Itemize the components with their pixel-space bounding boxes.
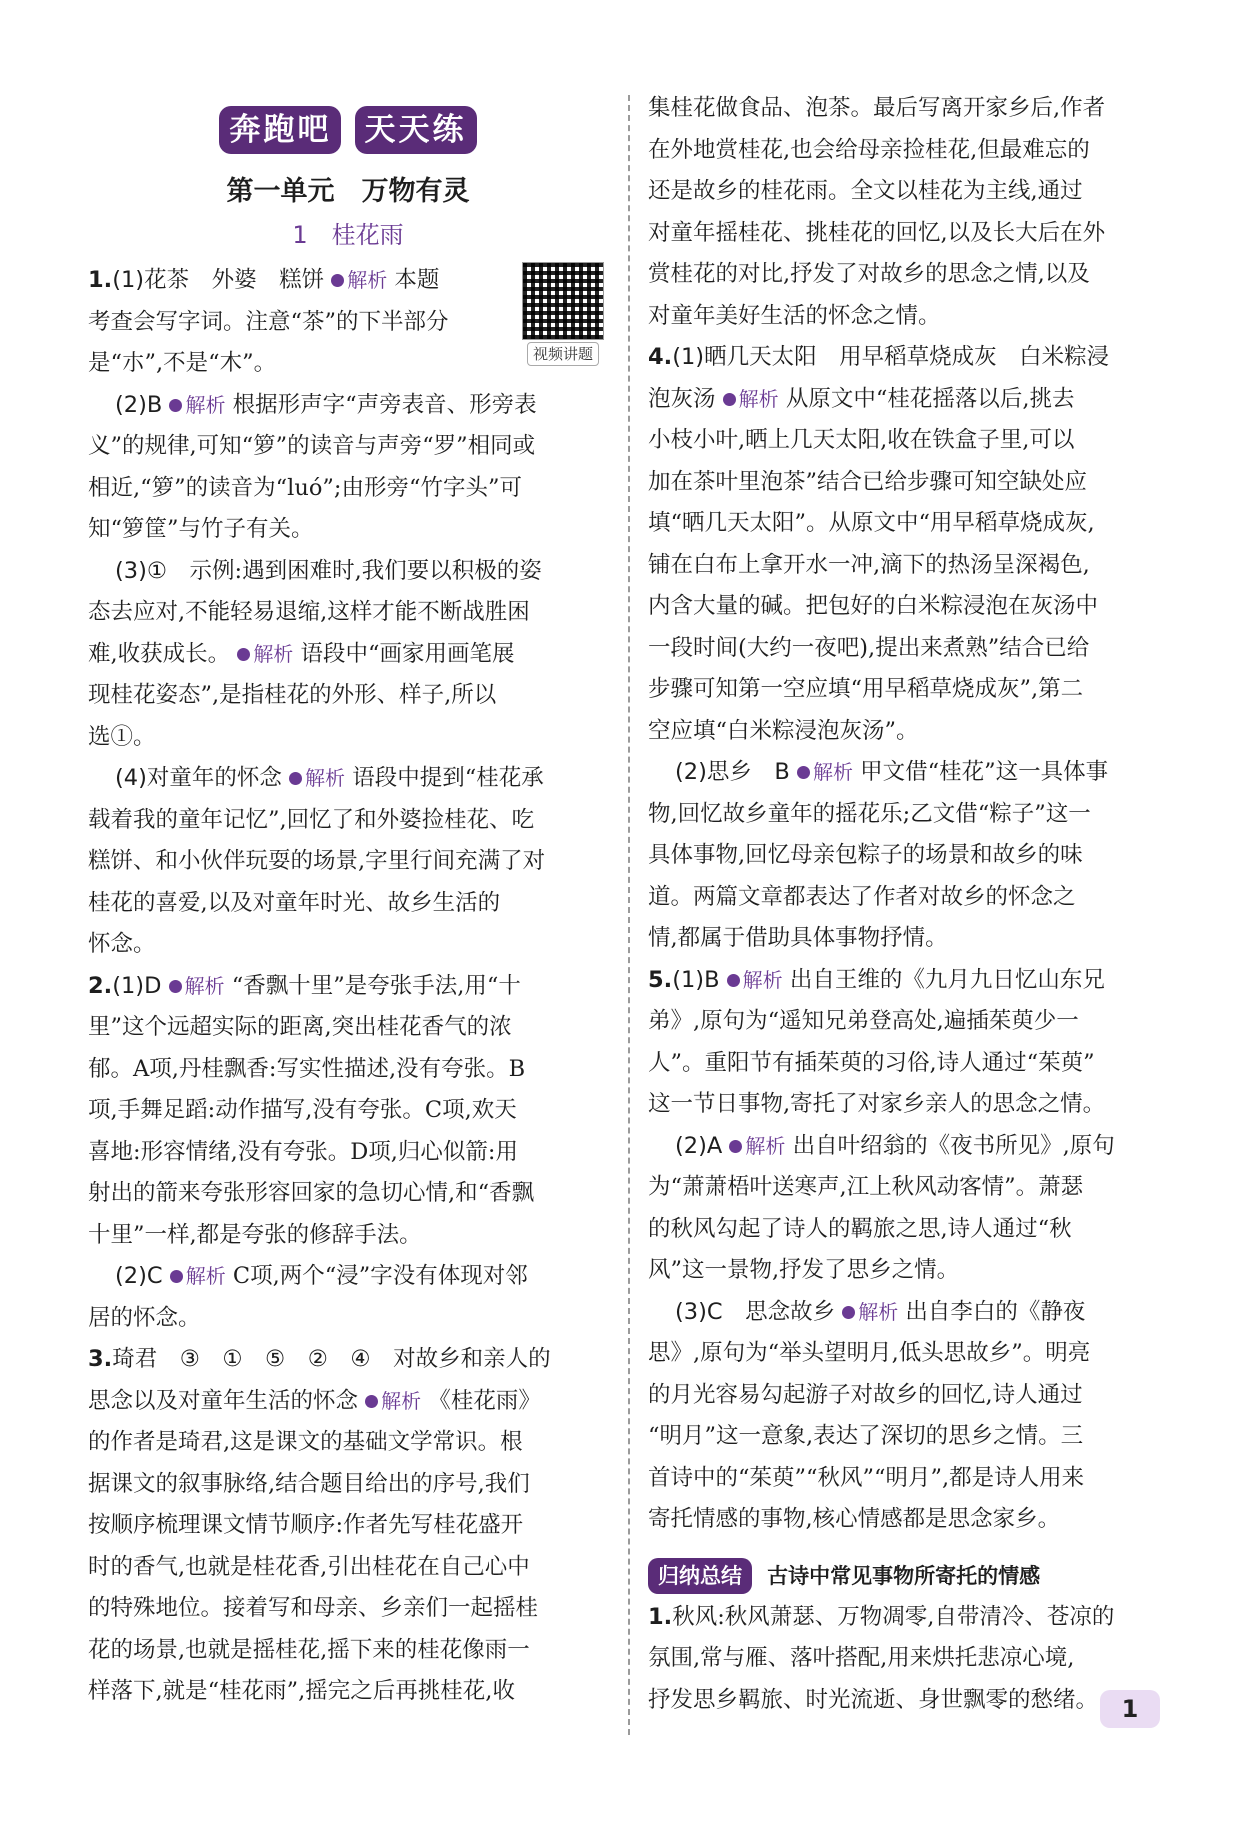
question-number: 1. (648, 1603, 673, 1630)
answer-line (88, 1547, 608, 1589)
line-text: 填“晒几天太阳”。从原文中“用早稻草烧成灰, (648, 510, 1095, 536)
right-column (648, 88, 1168, 1721)
answer-line (88, 1132, 608, 1174)
line-text: C项,两个“浸”字没有体现对邻 (232, 1263, 528, 1289)
line-text: 花的场景,也就是摇桂花,摇下来的桂花像雨一 (88, 1636, 530, 1663)
line-text: 小枝小叶,晒上几天太阳,收在铁盒子里,可以 (648, 427, 1075, 453)
question-number: 5. (648, 966, 673, 993)
line-text: 根据形声字“声旁表音、形旁表 (232, 391, 537, 418)
line-text: “明月”这一意象,表达了深切的思乡之情。三 (648, 1423, 1084, 1449)
line-text: 十里”一样,都是夸张的修辞手法。 (88, 1221, 422, 1248)
line-text: 示例:遇到困难时,我们要以积极的姿 (167, 557, 542, 584)
line-text: 在外地赏桂花,也会给母亲捡桂花,但最难忘的 (648, 136, 1090, 163)
answer-line (88, 1381, 608, 1423)
jiexi-label: 解析 (729, 1126, 785, 1168)
jiexi-label: 解析 (237, 634, 293, 676)
line-text: 时的香气,也就是桂花香,引出桂花在自己心中 (88, 1553, 530, 1580)
line-text: 态去应对,不能轻易退缩,这样才能不断战胜困 (88, 599, 530, 625)
line-text: 项,手舞足蹈:动作描写,没有夸张。C项,欢天 (88, 1097, 517, 1123)
answer-line (88, 717, 608, 759)
answer-line (648, 752, 1168, 794)
line-text: 考查会写字词。注意“茶”的下半部分 (88, 308, 449, 335)
jiexi-label: 解析 (727, 960, 783, 1002)
line-text: 泡灰汤 (648, 385, 716, 412)
line-text: 秋风:秋风萧瑟、万物凋零,自带清冷、苍凉的 (672, 1603, 1115, 1630)
answer-line (648, 960, 1168, 1002)
answer-line (88, 966, 608, 1008)
line-text: 样落下,就是“桂花雨”,摇完之后再挑桂花,收 (88, 1678, 515, 1704)
line-text: 的特殊地位。接着写和母亲、乡亲们一起摇桂 (88, 1595, 539, 1621)
answer-line (88, 1173, 608, 1215)
line-text: 弟》,原句为“遥知兄弟登高处,遍插茱萸少一 (648, 1008, 1079, 1034)
answer-line (648, 379, 1168, 421)
answer-line (648, 1292, 1168, 1334)
line-text: 加在茶叶里泡茶”结合已给步骤可知空缺处应 (648, 468, 1088, 495)
qr-code-icon[interactable] (522, 262, 604, 340)
line-text: 的作者是琦君,这是课文的基础文学常识。根 (88, 1429, 523, 1455)
line-text: 郁。A项,丹桂飘香:写实性描述,没有夸张。B (88, 1055, 526, 1082)
answer-line (88, 1090, 608, 1132)
answer-line (648, 88, 1168, 130)
answer-line (88, 426, 608, 468)
line-text: 出自叶绍翁的《夜书所见》,原句 (792, 1132, 1115, 1159)
answer-line (648, 254, 1168, 296)
badge-right: 天天练 (355, 106, 477, 154)
answer-line (648, 711, 1168, 753)
answer-line (88, 1671, 608, 1713)
line-text: 氛围,常与雁、落叶搭配,用来烘托悲凉心境, (648, 1645, 1075, 1671)
line-text: 为“萧萧梧叶送寒声,江上秋风动客情”。萧瑟 (648, 1174, 1084, 1200)
answer-line (648, 1250, 1168, 1292)
line-text: 情,都属于借助具体事物抒情。 (648, 925, 948, 951)
answer-line (648, 877, 1168, 919)
answer-line (88, 1256, 608, 1298)
line-text: 对故乡和亲人的 (370, 1346, 551, 1372)
line-text: 集桂花做食品、泡茶。最后写离开家乡后,作者 (648, 95, 1106, 121)
jiexi-label: 解析 (842, 1292, 898, 1334)
answer-line (648, 1333, 1168, 1375)
line-text: 步骤可知第一空应填“用早稻草烧成灰”,第二 (648, 676, 1084, 702)
answer-line (648, 1126, 1168, 1168)
question-number: 3. (88, 1346, 113, 1372)
answer-line (88, 1588, 608, 1630)
question-number: 4. (648, 344, 673, 370)
answer-text: (2)思乡 B (675, 759, 790, 785)
answer-line (88, 551, 608, 593)
question-number: 1. (88, 267, 113, 293)
line-text: 内含大量的碱。把包好的白米粽浸泡在灰汤中 (648, 593, 1099, 619)
answer-line (88, 758, 608, 800)
title-badges (88, 106, 608, 166)
answer-line (88, 634, 608, 676)
line-text: 按顺序梳理课文情节顺序:作者先写桂花盛开 (88, 1512, 524, 1538)
jiexi-label: 解析 (169, 385, 225, 427)
answer-line (648, 1416, 1168, 1458)
line-text: 首诗中的“茱萸”“秋风”“明月”,都是诗人用来 (648, 1464, 1085, 1491)
line-text: 射出的箭来夸张形容回家的急切心情,和“香飘 (88, 1180, 535, 1206)
line-text: 对童年美好生活的怀念之情。 (648, 302, 941, 329)
line-text: 语段中“画家用画笔展 (300, 640, 515, 667)
answer-line (648, 296, 1168, 338)
answer-line (648, 794, 1168, 836)
line-text: 还是故乡的桂花雨。全文以桂花为主线,通过 (648, 178, 1083, 204)
jiexi-label: 解析 (365, 1381, 421, 1423)
line-text: 《桂花雨》 (428, 1387, 541, 1414)
line-text: 桂花的喜爱,以及对童年时光、故乡生活的 (88, 889, 501, 916)
answer-line (88, 1298, 608, 1340)
line-text: 里”这个远超实际的距离,突出桂花香气的浓 (88, 1014, 512, 1040)
answer-line (88, 592, 608, 634)
answer-line (648, 1499, 1168, 1541)
answer-line (648, 337, 1168, 379)
answer-line (88, 1215, 608, 1257)
line-text: 载着我的童年记忆”,回忆了和外婆捡桂花、吃 (88, 806, 535, 833)
summary-title: 古诗中常见事物所寄托的情感 (767, 1563, 1041, 1588)
qr-label: 视频讲题 (527, 342, 599, 366)
line-text: 赏桂花的对比,抒发了对故乡的思念之情,以及 (648, 261, 1090, 287)
answer-line (648, 1001, 1168, 1043)
line-text: “香飘十里”是夸张手法,用“十 (231, 972, 521, 999)
jiexi-label: 解析 (797, 752, 853, 794)
line-text: 居的怀念。 (88, 1304, 201, 1331)
line-text: 甲文借“桂花”这一具体事 (860, 759, 1109, 785)
jiexi-label: 解析 (289, 758, 345, 800)
qr-code-block[interactable] (518, 262, 608, 366)
line-text: 义”的规律,可知“箩”的读音与声旁“罗”相同或 (88, 433, 536, 459)
line-text: 道。两篇文章都表达了作者对故乡的怀念之 (648, 883, 1076, 910)
answer-line (648, 586, 1168, 628)
line-text: 抒发思乡羁旅、时光流逝、身世飘零的愁绪。 (648, 1686, 1099, 1713)
answer-line (648, 462, 1168, 504)
line-text: 具体事物,回忆母亲包粽子的场景和故乡的味 (648, 842, 1083, 868)
line-text: 思念以及对童年生活的怀念 (88, 1387, 359, 1414)
answer-line (88, 1630, 608, 1672)
answer-line (88, 841, 608, 883)
line-text: 语段中提到“桂花承 (352, 765, 544, 791)
answer-line (88, 1464, 608, 1506)
answer-line (88, 1505, 608, 1547)
line-text: 相近,“箩”的读音为“luó”;由形旁“竹字头”可 (88, 474, 522, 501)
answer-line (88, 1422, 608, 1464)
line-text: 的月光容易勾起游子对故乡的回忆,诗人通过 (648, 1381, 1083, 1408)
answer-text: (1)D (112, 972, 162, 999)
jiexi-label: 解析 (723, 379, 779, 421)
left-column (88, 88, 608, 1713)
badge-left: 奔跑吧 (219, 106, 341, 154)
answer-line (88, 509, 608, 551)
page-number: 1 (1100, 1690, 1160, 1728)
answer-line (88, 385, 608, 427)
unit-title: 第一单元 万物有灵 (226, 176, 470, 207)
answer-line (88, 1007, 608, 1049)
line-text: 怀念。 (88, 931, 156, 957)
answer-line (88, 1049, 608, 1091)
answer-line (648, 1084, 1168, 1126)
jiexi-label: 解析 (170, 1256, 226, 1298)
answer-line (648, 1597, 1168, 1639)
answer-text: (2)B (115, 391, 163, 418)
answer-text: (4)对童年的怀念 (115, 765, 282, 791)
answer-line (648, 1638, 1168, 1680)
answer-text: (1)B (672, 966, 720, 993)
line-text: 出自王维的《九月九日忆山东兄 (789, 966, 1105, 993)
line-text: 对童年摇桂花、挑桂花的回忆,以及长大后在外 (648, 219, 1106, 246)
summary-lines (648, 1597, 1168, 1722)
line-text: 的秋风勾起了诗人的羁旅之思,诗人通过“秋 (648, 1215, 1072, 1242)
answer-line (648, 130, 1168, 172)
answer-text: (1)晒几天太阳 用早稻草烧成灰 白米粽浸 (672, 344, 1110, 370)
answer-line (88, 883, 608, 925)
jiexi-label: 解析 (331, 260, 387, 302)
answer-line (88, 675, 608, 717)
answer-line (648, 503, 1168, 545)
answer-line (648, 1375, 1168, 1417)
line-text: 寄托情感的事物,核心情感都是思念家乡。 (648, 1506, 1061, 1532)
answer-line (648, 1680, 1168, 1722)
line-text: 这一节日事物,寄托了对家乡亲人的思念之情。 (648, 1091, 1106, 1117)
column-divider (628, 95, 630, 1735)
answer-line (648, 918, 1168, 960)
summary-header (648, 1555, 1168, 1597)
answer-line (648, 1167, 1168, 1209)
answer-line (648, 420, 1168, 462)
question-number: 2. (88, 972, 113, 999)
answer-line (88, 1339, 608, 1381)
answer-line (648, 1458, 1168, 1500)
answer-line (648, 628, 1168, 670)
line-text: 铺在白布上拿开水一冲,滴下的热汤呈深褐色, (648, 551, 1090, 578)
lesson-title: 1 桂花雨 (292, 221, 404, 249)
answer-line (648, 545, 1168, 587)
line-text: 人”。重阳节有插茱萸的习俗,诗人通过“茱萸” (648, 1049, 1095, 1076)
answer-line (88, 924, 608, 966)
answer-line (88, 800, 608, 842)
line-text: 据课文的叙事脉络,结合题目给出的序号,我们 (88, 1470, 530, 1497)
line-text: 从原文中“桂花摇落以后,挑去 (785, 385, 1075, 412)
answer-text: 琦君 ③ ① ⑤ ② ④ (112, 1346, 371, 1372)
jiexi-label: 解析 (169, 966, 225, 1008)
answer-line (648, 171, 1168, 213)
answer-text: (3)C 思念故乡 (675, 1298, 836, 1325)
left-answer-lines (88, 260, 608, 1713)
answer-text: (2)A (675, 1132, 723, 1159)
answer-line (88, 468, 608, 510)
line-text: 思》,原句为“举头望明月,低头思故乡”。明亮 (648, 1340, 1091, 1366)
answer-text: (2)C (115, 1263, 163, 1289)
line-text: 喜地:形容情绪,没有夸张。D项,归心似箭:用 (88, 1138, 519, 1165)
line-text: 空应填“白米粽浸泡灰汤”。 (648, 717, 919, 744)
line-text: 出自李白的《静夜 (905, 1298, 1086, 1325)
answer-line (648, 1209, 1168, 1251)
line-text: 是“朩”,不是“木”。 (88, 350, 277, 376)
line-text: 一段时间(大约一夜吧),提出来煮熟”结合已给 (648, 634, 1090, 661)
answer-text: (3)① (115, 557, 168, 584)
summary-badge: 归纳总结 (648, 1558, 752, 1594)
line-text: 选①。 (88, 723, 156, 750)
line-text: 物,回忆故乡童年的摇花乐;乙文借“粽子”这一 (648, 800, 1091, 827)
right-answer-lines (648, 88, 1168, 1541)
line-text: 糕饼、和小伙伴玩耍的场景,字里行间充满了对 (88, 848, 546, 874)
line-text: 难,收获成长。 (88, 640, 231, 667)
answer-line (648, 213, 1168, 255)
line-text: 风”这一景物,抒发了思乡之情。 (648, 1257, 960, 1283)
answer-line (648, 1043, 1168, 1085)
answer-line (648, 669, 1168, 711)
answer-line (648, 835, 1168, 877)
line-text: 知“箩筐”与竹子有关。 (88, 516, 314, 542)
line-text: 现桂花姿态”,是指桂花的外形、样子,所以 (88, 682, 497, 708)
answer-text: (1)花茶 外婆 糕饼 (112, 267, 325, 293)
line-text: 本题 (394, 267, 440, 293)
